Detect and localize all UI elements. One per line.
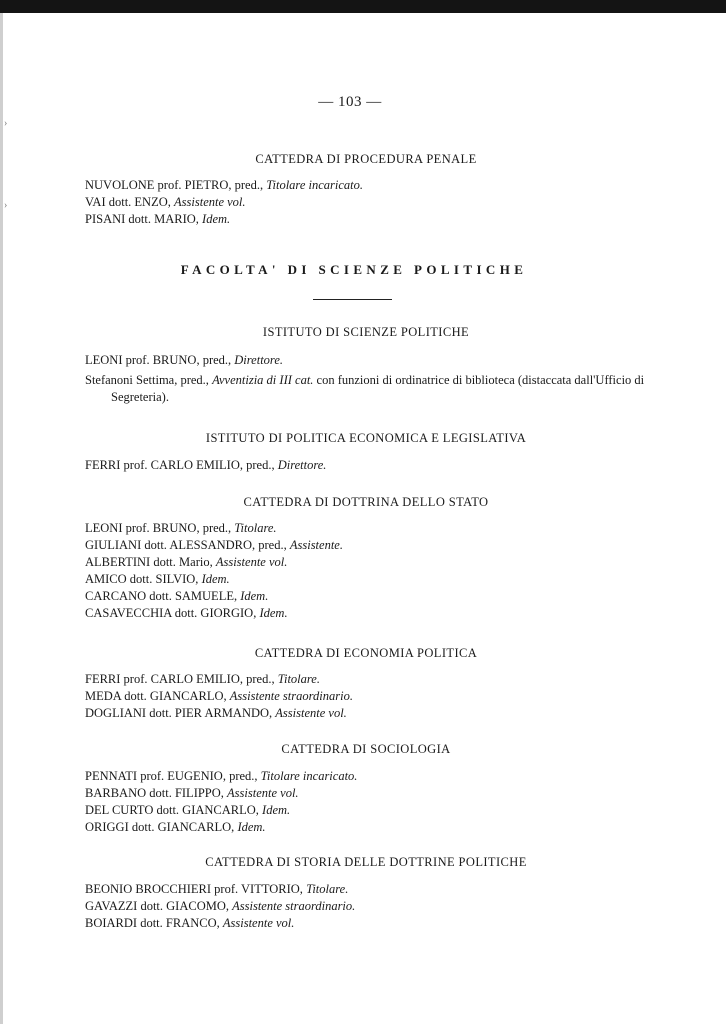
scan-speck: › xyxy=(4,118,8,129)
staff-name: ALBERTINI dott. Mario, xyxy=(85,555,216,569)
scan-top-border xyxy=(0,0,726,13)
staff-name: LEONI prof. BRUNO, pred., xyxy=(85,353,235,367)
scan-speck: › xyxy=(4,200,8,211)
staff-entry xyxy=(85,178,363,193)
staff-role: Idem. xyxy=(202,212,231,226)
staff-entry xyxy=(85,769,357,784)
staff-role: Idem. xyxy=(259,606,288,620)
staff-name: VAI dott. ENZO, xyxy=(85,195,175,209)
staff-role: Avventizia di III cat. xyxy=(212,373,314,387)
staff-entry xyxy=(85,589,268,604)
staff-role: Titolare incaricato. xyxy=(266,178,363,192)
staff-name: DOGLIANI dott. PIER ARMANDO, xyxy=(85,706,276,720)
staff-name: ORIGGI dott. GIANCARLO, xyxy=(85,820,238,834)
staff-name: AMICO dott. SILVIO, xyxy=(85,572,202,586)
staff-entry xyxy=(85,195,246,210)
section-heading-procedura-penale: CATTEDRA DI PROCEDURA PENALE xyxy=(255,152,477,166)
staff-entry xyxy=(85,353,283,368)
staff-name: NUVOLONE prof. PIETRO, pred., xyxy=(85,178,267,192)
staff-entry xyxy=(85,372,681,406)
staff-entry xyxy=(85,786,299,801)
staff-name: PENNATI prof. EUGENIO, pred., xyxy=(85,769,261,783)
staff-entry xyxy=(85,916,294,931)
title-divider xyxy=(313,299,392,300)
staff-entry xyxy=(85,538,343,553)
staff-name: LEONI prof. BRUNO, pred., xyxy=(85,521,235,535)
staff-role: Assistente vol. xyxy=(174,195,246,209)
staff-role: Titolare. xyxy=(306,882,349,896)
staff-name: CASAVECCHIA dott. GIORGIO, xyxy=(85,606,260,620)
staff-name: Stefanoni Settima, pred., xyxy=(85,373,213,387)
staff-entry xyxy=(85,689,353,704)
staff-role: Direttore. xyxy=(234,353,283,367)
staff-entry xyxy=(85,606,288,621)
staff-role: Assistente vol. xyxy=(215,555,288,569)
section-heading-politica-economica: ISTITUTO DI POLITICA ECONOMICA E LEGISLATIVA xyxy=(205,431,527,445)
staff-entry xyxy=(85,820,266,835)
staff-role: Idem. xyxy=(262,803,291,817)
section-heading-istituto-scienze-politiche: ISTITUTO DI SCIENZE POLITICHE xyxy=(262,325,470,339)
staff-entry xyxy=(85,521,277,536)
staff-entry xyxy=(85,899,355,914)
staff-entry xyxy=(85,706,347,721)
staff-role: Titolare. xyxy=(277,672,320,686)
staff-name: MEDA dott. GIANCARLO, xyxy=(85,689,230,703)
staff-role: Titolare. xyxy=(234,521,277,535)
staff-name: BARBANO dott. FILIPPO, xyxy=(85,786,228,800)
staff-name: FERRI prof. CARLO EMILIO, pred., xyxy=(85,672,278,686)
staff-role: Assistente straordinario. xyxy=(232,899,356,913)
section-heading-sociologia: CATTEDRA DI SOCIOLOGIA xyxy=(281,742,451,756)
staff-entry xyxy=(85,572,230,587)
staff-note: con funzioni di ordinatrice di biblioteca (distaccata dall'Ufficio di Segreteria). xyxy=(111,373,645,404)
staff-entry xyxy=(85,555,287,570)
staff-role: Assistente vol. xyxy=(227,786,299,800)
staff-name: GAVAZZI dott. GIACOMO, xyxy=(85,899,233,913)
section-heading-dottrina-stato: CATTEDRA DI DOTTRINA DELLO STATO xyxy=(243,495,489,509)
staff-name: BOIARDI dott. FRANCO, xyxy=(85,916,223,930)
staff-role: Assistente vol. xyxy=(275,706,347,720)
staff-entry xyxy=(85,803,290,818)
staff-entry xyxy=(85,458,326,473)
staff-name: DEL CURTO dott. GIANCARLO, xyxy=(85,803,263,817)
faculty-title: FACOLTA' DI SCIENZE POLITICHE xyxy=(180,262,528,277)
staff-role: Titolare incaricato. xyxy=(260,769,358,783)
staff-name: PISANI dott. MARIO, xyxy=(85,212,203,226)
staff-role: Direttore. xyxy=(277,458,327,472)
staff-role: Idem. xyxy=(201,572,230,586)
staff-role: Assistente. xyxy=(289,538,343,552)
staff-entry xyxy=(85,672,320,687)
staff-role: Assistente straordinario. xyxy=(229,689,353,703)
staff-name: FERRI prof. CARLO EMILIO, pred., xyxy=(85,458,278,472)
staff-role: Assistente vol. xyxy=(222,916,295,930)
staff-name: GIULIANI dott. ALESSANDRO, pred., xyxy=(85,538,290,552)
staff-role: Idem. xyxy=(240,589,269,603)
section-heading-economia-politica: CATTEDRA DI ECONOMIA POLITICA xyxy=(254,646,478,660)
page-number: — 103 — xyxy=(318,94,382,110)
staff-name: BEONIO BROCCHIERI prof. VITTORIO, xyxy=(85,882,307,896)
staff-entry xyxy=(85,212,230,227)
staff-entry xyxy=(85,882,348,897)
section-heading-storia-dottrine: CATTEDRA DI STORIA DELLE DOTTRINE POLITICHE xyxy=(205,855,527,869)
staff-role: Idem. xyxy=(237,820,266,834)
staff-name: CARCANO dott. SAMUELE, xyxy=(85,589,241,603)
